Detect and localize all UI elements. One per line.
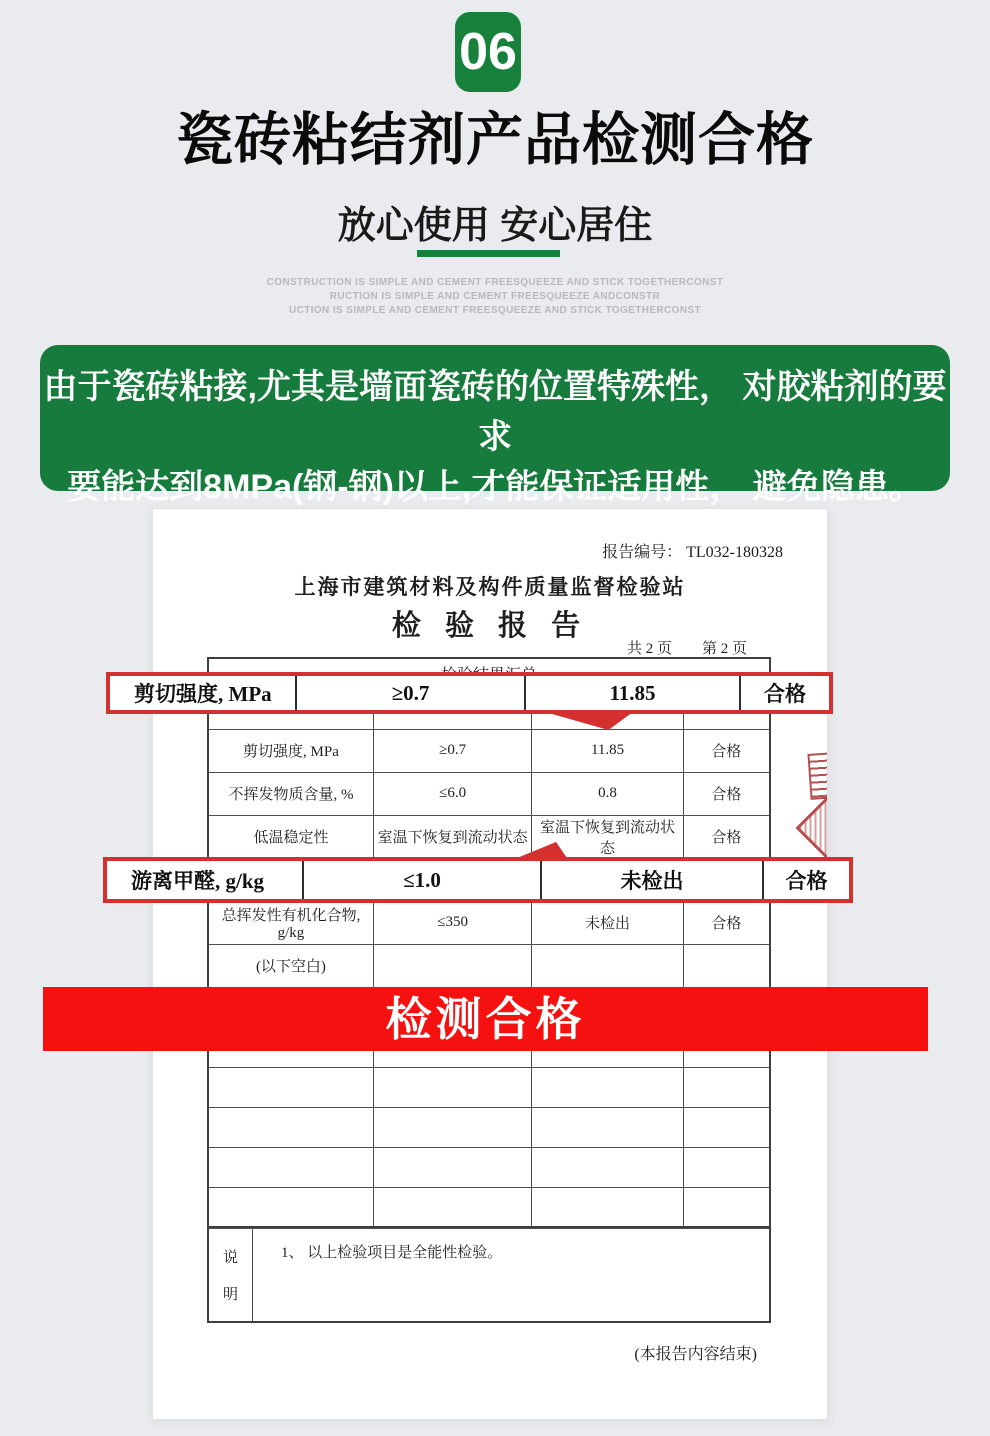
- table-row: [208, 901, 770, 944]
- table-row: [208, 1107, 770, 1147]
- report-number: [602, 539, 783, 562]
- report-number-label: 报告编号：: [602, 544, 683, 561]
- decorative-english-text: [0, 276, 990, 318]
- table-row: [208, 729, 770, 772]
- callout-item: 剪切强度, MPa: [110, 676, 297, 710]
- table-row: [208, 1067, 770, 1107]
- callout-free-formaldehyde: [103, 857, 853, 903]
- report-number-value: TL032-180328: [686, 544, 783, 561]
- table-row: [208, 1147, 770, 1187]
- table-row: [208, 772, 770, 815]
- page-count: 共 2 页 第 2 页: [626, 641, 747, 657]
- cell-verdict: [683, 944, 770, 987]
- remarks-text: 1、 以上检验项目是全能性检验。: [281, 1245, 503, 1261]
- remarks-section: [207, 1228, 771, 1323]
- english-line: RUCTION IS SIMPLE AND CEMENT FREESQUEEZE ANDCONSTR: [329, 291, 661, 302]
- cell-item: 总挥发性有机化合物, g/kg: [208, 901, 373, 944]
- cell-result: 0.8: [532, 772, 683, 815]
- cell-standard: 室温下恢复到流动状态: [373, 815, 531, 858]
- cell-item: 低温稳定性: [208, 815, 373, 858]
- section-number-badge: 06: [455, 12, 521, 92]
- callout-result: 未检出: [542, 861, 764, 899]
- table-row: [208, 944, 770, 987]
- cell-item: (以下空白): [208, 944, 373, 987]
- red-seal-fragment-icon: [795, 795, 828, 860]
- table-row: [208, 815, 770, 858]
- report-title: 检 验 报 告: [391, 610, 589, 642]
- table-row: [208, 1187, 770, 1227]
- organization-name: 上海市建筑材料及构件质量监督检验站: [294, 576, 686, 599]
- notice-line: 要能达到8MPa(钢-钢)以上,才能保证适用性， 避免隐患。: [67, 468, 923, 506]
- callout-item: 游离甲醛, g/kg: [107, 861, 304, 899]
- callout-verdict: 合格: [764, 682, 806, 706]
- cell-standard: [373, 944, 531, 987]
- callout-verdict: 合格: [785, 869, 828, 893]
- cell-result: 室温下恢复到流动状态: [532, 815, 683, 858]
- pass-banner: 检测合格: [43, 987, 928, 1051]
- cell-standard: ≤350: [373, 901, 531, 944]
- cell-standard: ≤6.0: [373, 772, 531, 815]
- callout-result: 11.85: [526, 676, 741, 710]
- cell-verdict: 合格: [683, 901, 770, 944]
- english-line: UCTION IS SIMPLE AND CEMENT FREESQUEEZE AND STICK TOGETHERCONST: [288, 305, 702, 316]
- cell-verdict: 合格: [683, 772, 770, 815]
- cell-result: [532, 944, 683, 987]
- cell-result: 未检出: [532, 901, 683, 944]
- callout-standard: ≥0.7: [297, 676, 526, 710]
- results-table: [207, 657, 771, 1228]
- callout-standard: ≤1.0: [304, 861, 542, 899]
- cell-result: 11.85: [532, 729, 683, 772]
- red-seal-fragment-icon: [807, 752, 828, 800]
- cell-item: 不挥发物质含量, %: [208, 772, 373, 815]
- notice-box: [40, 345, 950, 506]
- report-end-text: (本报告内容结束): [634, 1346, 757, 1363]
- green-underline-bar: [417, 250, 560, 257]
- notice-line: 由于瓷砖粘接,尤其是墙面瓷砖的位置特殊性， 对胶粘剂的要求: [43, 368, 947, 456]
- remarks-label: 说 明: [209, 1229, 253, 1321]
- test-report-document: [152, 508, 828, 1420]
- cell-item: 剪切强度, MPa: [208, 729, 373, 772]
- page-subtitle: 放心使用 安心居住: [337, 205, 653, 247]
- cell-verdict: 合格: [683, 729, 770, 772]
- english-line: CONSTRUCTION IS SIMPLE AND CEMENT FREESQUEEZE AND STICK TOGETHERCONST: [266, 277, 724, 288]
- page-title: 瓷砖粘结剂产品检测合格: [176, 108, 814, 172]
- cell-standard: ≥0.7: [373, 729, 531, 772]
- cell-verdict: 合格: [683, 815, 770, 858]
- callout-shear-strength: [106, 672, 833, 714]
